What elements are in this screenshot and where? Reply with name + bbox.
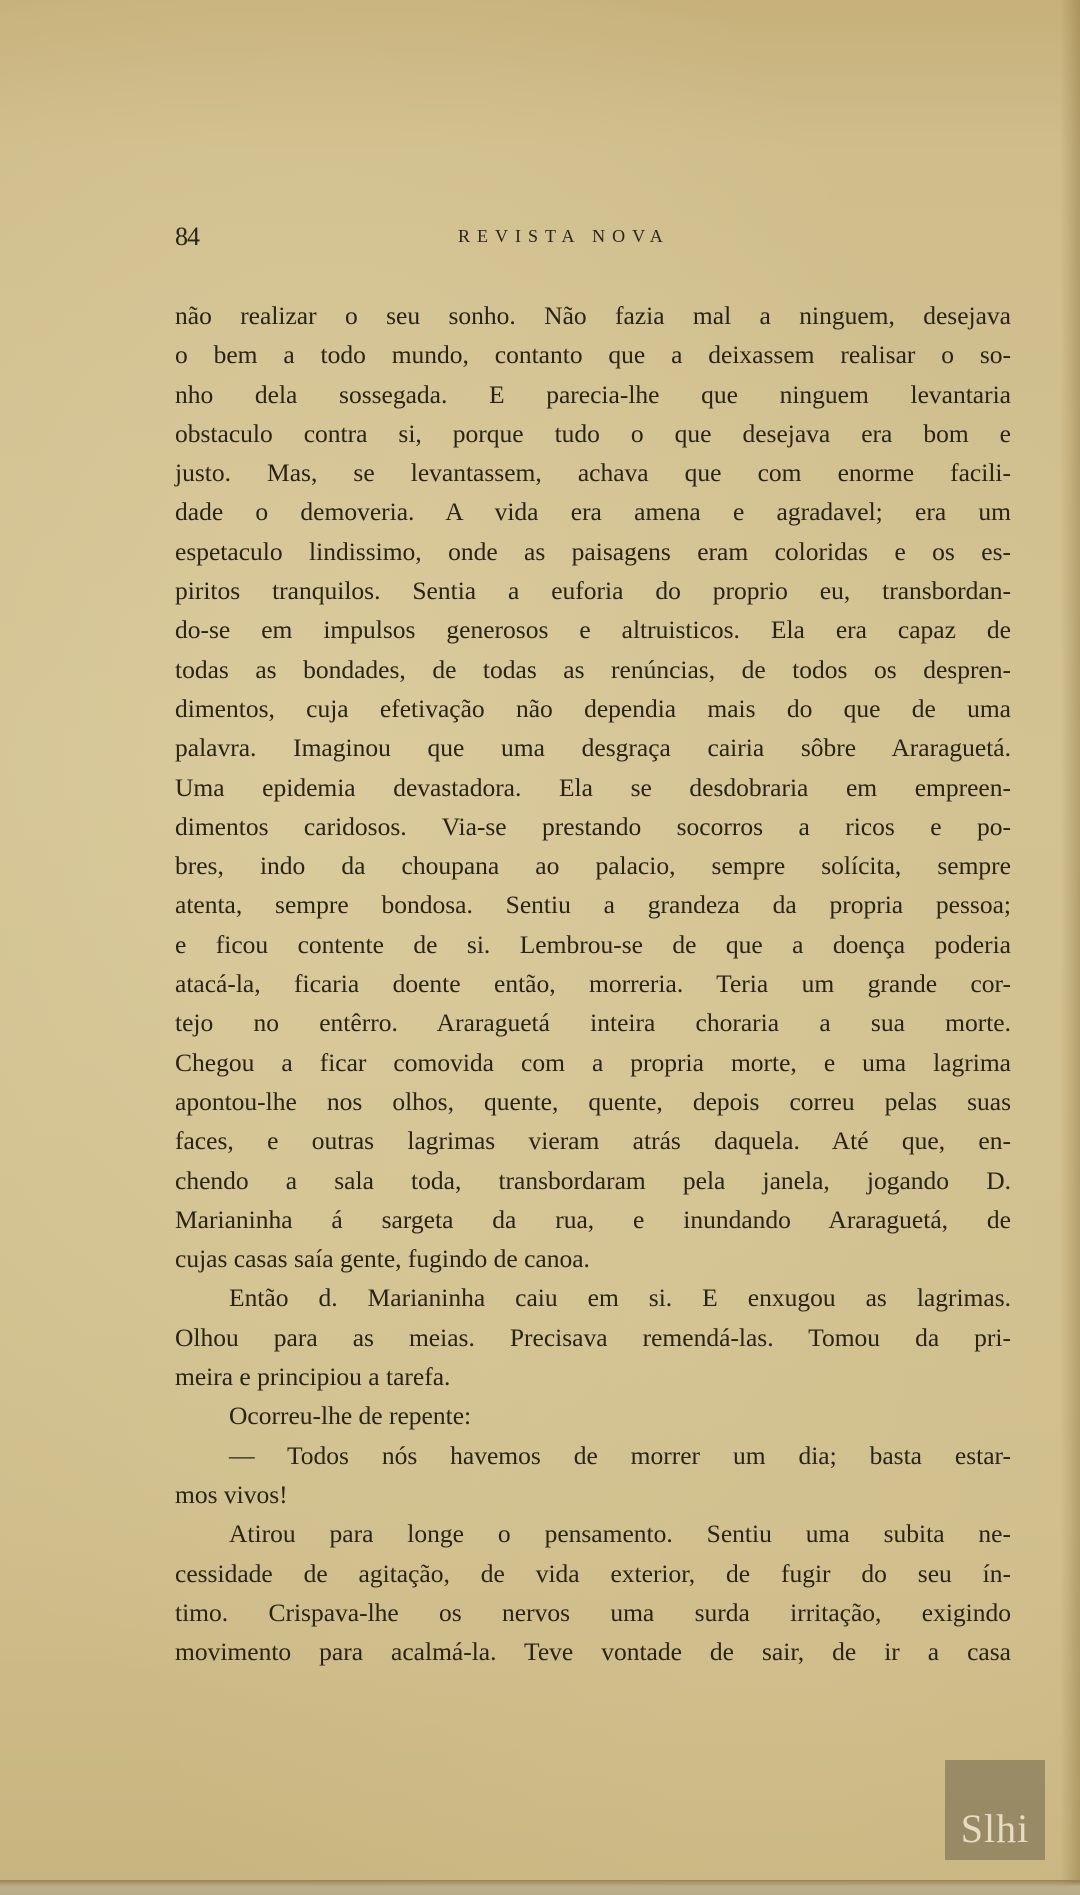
body-text [175,296,1011,1671]
page-edge-shadow [1060,0,1080,1895]
running-head: REVISTA NOVA [458,226,670,246]
text-line: meira e principiou a tarefa. [175,1362,451,1392]
text-line: atenta, sempre bondosa. Sentiu a grandeza da propria pessoa; [175,890,1011,920]
text-line: tejo no entêrro. Araraguetá inteira choraria a sua morte. [175,1008,1011,1038]
watermark-label: Slhi [960,1806,1030,1851]
page-bottom-edge [0,1880,1080,1895]
text-line: justo. Mas, se levantassem, achava que com enorme facili- [175,458,1011,488]
text-line: dimentos caridosos. Via-se prestando socorros a ricos e po- [175,811,1011,841]
text-line: Então d. Marianinha caiu em si. E enxugou as lagrimas. [229,1283,1011,1313]
text-line: timo. Crispava-lhe os nervos uma surda irritação, exigindo [175,1597,1011,1627]
watermark-logo [945,1760,1045,1860]
text-line: movimento para acalmá-la. Teve vontade de sair, de ir a casa [175,1637,1011,1667]
text-line: Uma epidemia devastadora. Ela se desdobraria em empreen- [175,772,1011,802]
text-line: faces, e outras lagrimas vieram atrás daquela. Até que, en- [175,1126,1011,1156]
text-line: chendo a sala toda, transbordaram pela janela, jogando D. [175,1165,1011,1195]
text-line: palavra. Imaginou que uma desgraça cairia sôbre Araraguetá. [175,733,1011,763]
text-line: do-se em impulsos generosos e altruisticos. Ela era capaz de [175,615,1011,645]
text-line: Marianinha á sargeta da rua, e inundando Araraguetá, de [175,1204,1011,1234]
text-line: e ficou contente de si. Lembrou-se de que a doença poderia [175,929,1011,959]
text-line: todas as bondades, de todas as renúncias, de todos os despren- [175,654,1011,684]
text-line: Atirou para longe o pensamento. Sentiu uma subita ne- [229,1519,1011,1549]
text-line: piritos tranquilos. Sentia a euforia do proprio eu, transbordan- [175,576,1011,606]
text-line: cujas casas saía gente, fugindo de canoa. [175,1244,590,1274]
text-line: Ocorreu-lhe de repente: [229,1401,472,1431]
text-line: apontou-lhe nos olhos, quente, quente, depois correu pelas suas [175,1086,1011,1116]
text-line: o bem a todo mundo, contanto que a deixassem realisar o so- [175,340,1011,370]
text-line: dimentos, cuja efetivação não dependia mais do que de uma [175,693,1011,723]
text-line: obstaculo contra si, porque tudo o que desejava era bom e [175,418,1011,448]
text-line: bres, indo da choupana ao palacio, sempre solícita, sempre [175,851,1011,881]
page-number: 84 [175,222,199,251]
text-line: atacá-la, ficaria doente então, morreria. Teria um grande cor- [175,969,1011,999]
text-line: não realizar o seu sonho. Não fazia mal a ninguem, desejava [175,301,1011,330]
page-header [175,222,1015,252]
text-line: nho dela sossegada. E parecia-lhe que ninguem levantaria [175,379,1011,409]
text-line: cessidade de agitação, de vida exterior, de fugir do seu ín- [175,1558,1011,1588]
text-line: espetaculo lindissimo, onde as paisagens eram coloridas e os es- [175,536,1011,566]
text-line: — Todos nós havemos de morrer um dia; basta estar- [229,1440,1011,1470]
text-line: Olhou para as meias. Precisava remendá-las. Tomou da pri- [175,1322,1011,1352]
text-line: mos vivos! [175,1479,288,1509]
text-line: Chegou a ficar comovida com a propria morte, e uma lagrima [175,1047,1011,1077]
text-line: dade o demoveria. A vida era amena e agradavel; era um [175,497,1011,527]
